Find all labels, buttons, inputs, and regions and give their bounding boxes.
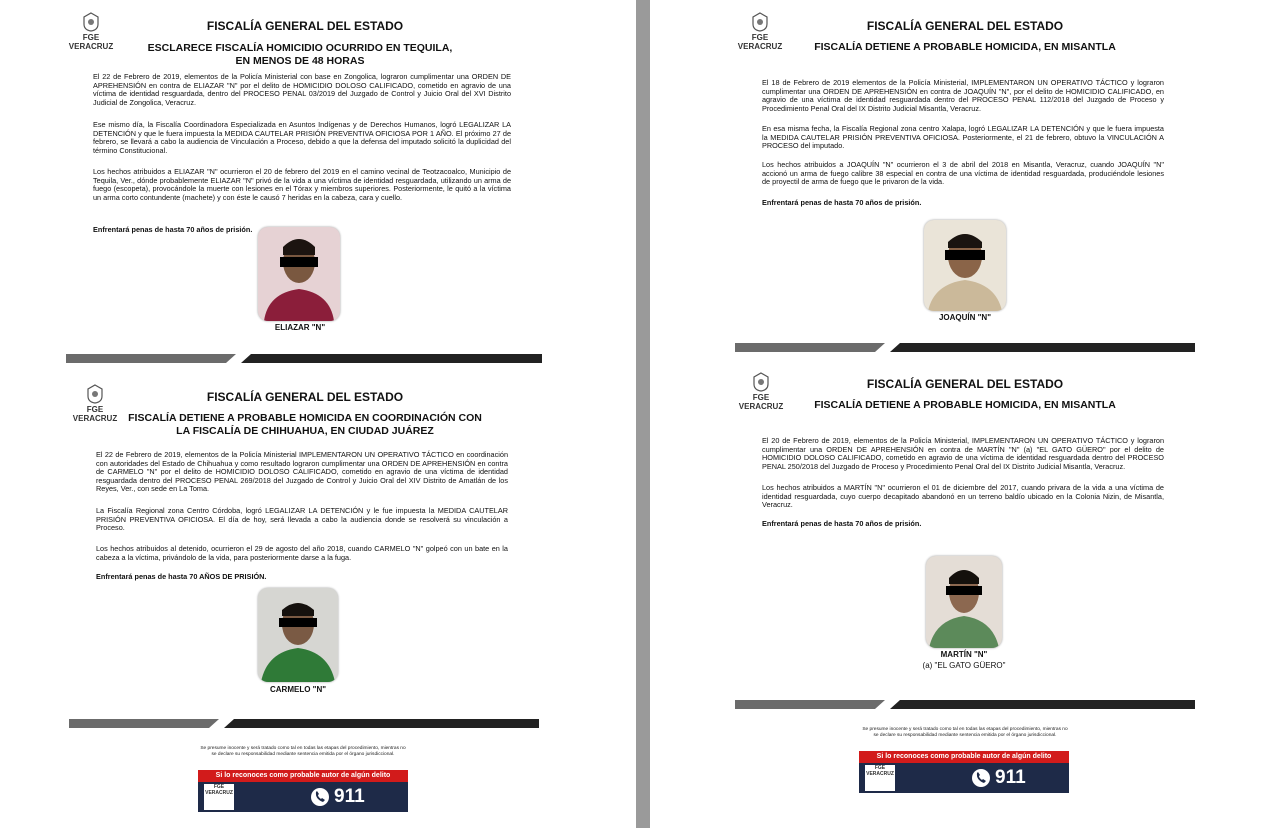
shield-icon [82, 12, 100, 32]
report-banner-text: Si lo reconoces como probable autor de algún delito [198, 770, 408, 782]
suspect-name: JOAQUÍN "N" [938, 313, 992, 322]
paragraph-3: Los hechos atribuidos a JOAQUÍN "N" ocurrieron el 3 de abril del 2018 en Misantla, Veracruz, cuando JOAQUÍN "N" accionó un arma de fuego calibre 38 especial en contra de una víctima de identidad resguardada, produciéndole lesiones de proyectil de arma de fuego que le privaron de la vida. [762, 160, 1164, 187]
paragraph-1: El 18 de Febrero de 2019 elementos de la Policía Ministerial, IMPLEMENTARON UN OPERATIVO TÁCTICO y lograron cumplimentar una ORDEN DE APREHENSIÓN en contra de JOAQUÍN "N", por el delito de HOMICIDIO CALIFICADO, en agravio de una víctima de identidad resguardada dentro del PROCESO PENAL 112/2018 del Juzgado de Proceso y Procedimiento Penal Oral del IX Distrito Judicial Misantla, Veracruz. [762, 78, 1164, 113]
paragraph-1: El 22 de Febrero de 2019, elementos de la Policía Ministerial con base en Zongolica, lograron cumplimentar una ORDEN DE APREHENSIÓN en contra de ELIAZAR "N" por el delito de HOMICIDIO DOLOSO CALIFICADO, cometido en agravio de una víctima de identidad resguardada, dentro del PROCESO PENAL 03/2019 del Juzgado de Control y Juicio Oral del XVI Distrito Judicial de Zongolica, Veracruz. [93, 72, 511, 107]
person-icon [924, 220, 1006, 311]
suspect-photo [926, 556, 1002, 648]
headline-line2: EN MENOS DE 48 HORAS [235, 55, 365, 67]
paragraph-1: El 20 de Febrero de 2019, elementos de la Policía Ministerial, IMPLEMENTARON UN OPERATIVO TÁCTICO y lograron cumplimentar una ORDEN DE APREHENSIÓN en contra de MARTÍN "N" (a) "EL GATO GÜERO" por el delito de HOMICIDIO DOLOSO CALIFICADO, cometido en agravio de una víctima de identidad resguardada dentro del PROCESO PENAL 250/2018 del Juzgado de Proceso y Procedimiento Penal Oral del IX Distrito Judicial Misantla, Veracruz. [762, 436, 1164, 471]
fge-logo: FGE VERACRUZ [204, 784, 234, 810]
headline-line2: LA FISCALÍA DE CHIHUAHUA, EN CIUDAD JUÁREZ [176, 425, 434, 437]
suspect-alias: (a) "EL GATO GÜERO" [922, 661, 1006, 670]
person-icon [258, 227, 340, 321]
org-title: FISCALÍA GENERAL DEL ESTADO [866, 377, 1064, 391]
presumption-disclaimer: Se presume inocente y será tratado como tal en todas las etapas del procedimiento, mientras no se declare su responsabilidad mediante sentencia emitida por el órgano jurisdiccional. [862, 727, 1068, 738]
org-title: FISCALÍA GENERAL DEL ESTADO [866, 19, 1064, 33]
suspect-name: ELIAZAR "N" [274, 323, 326, 332]
paragraph-3: Los hechos atribuidos a ELIAZAR "N" ocurrieron el 20 de febrero del 2019 en el camino vecinal de Teotzacoalco, Municipio de Tequila, Ver., dónde probablemente ELIAZAR "N" privó de la vida a una víctima de identidad resguardada, utilizando un arma de fuego (escopeta), provocándole la muerte con lesiones en el Tórax y miembros superiores. Posteriormente, le quitó a la víctima un arma corto contundente (machete) y con éste le causó 7 heridas en la cabeza, cara y cuello. [93, 167, 511, 202]
person-icon [926, 556, 1002, 648]
shield-icon [752, 372, 770, 392]
suspect-photo [258, 227, 340, 321]
fge-logo: FGE VERACRUZ [865, 765, 895, 791]
shield-icon [751, 12, 769, 32]
phone-icon [971, 768, 991, 788]
penalty-text: Enfrentará penas de hasta 70 AÑOS DE PRISIÓN. [96, 572, 267, 581]
shield-icon [86, 384, 104, 404]
fge-logo: FGE VERACRUZ [738, 372, 784, 411]
headline-line1: FISCALÍA DETIENE A PROBABLE HOMICIDA EN COORDINACIÓN CON [128, 412, 482, 424]
suspect-photo [924, 220, 1006, 311]
section-separator [735, 343, 1195, 352]
headline-line1: FISCALÍA DETIENE A PROBABLE HOMICIDA, EN MISANTLA [814, 399, 1116, 411]
section-separator [66, 354, 542, 363]
report-banner-text: Si lo reconoces como probable autor de algún delito [859, 751, 1069, 763]
phone-icon [310, 787, 330, 807]
report-banner [198, 770, 408, 812]
headline-line1: FISCALÍA DETIENE A PROBABLE HOMICIDA, EN MISANTLA [814, 41, 1116, 53]
headline-line1: ESCLARECE FISCALÍA HOMICIDIO OCURRIDO EN TEQUILA, [147, 42, 453, 54]
section-separator [735, 700, 1195, 709]
penalty-text: Enfrentará penas de hasta 70 años de prisión. [762, 519, 922, 528]
emergency-number: 911 [334, 786, 365, 807]
presumption-disclaimer: Se presume inocente y será tratado como tal en todas las etapas del procedimiento, mientras no se declare su responsabilidad mediante sentencia emitida por el órgano jurisdiccional. [200, 746, 406, 757]
paragraph-2: Los hechos atribuidos a MARTÍN "N" ocurrieron el 01 de diciembre del 2017, cuando privara de la vida a una víctima de identidad resguardada, cuyo cuerpo decapitado abandonó en un terreno baldío ubicado en la Colonia Nizin, de Misantla, Veracruz. [762, 483, 1164, 510]
fge-logo: FGE VERACRUZ [737, 12, 783, 51]
suspect-name: MARTÍN "N" [940, 650, 988, 659]
emergency-number: 911 [995, 767, 1026, 788]
org-title: FISCALÍA GENERAL DEL ESTADO [206, 19, 404, 33]
paragraph-1: El 22 de Febrero de 2019, elementos de la Policía Ministerial IMPLEMENTARON UN OPERATIVO TÁCTICO en coordinación con autoridades del Estado de Chihuahua y como resultado lograron cumplimentar una ORDEN DE APREHENSIÓN en contra de CARMELO "N" por el delito de HOMICIDIO DOLOSO CALIFICADO, cometido en agravio de una víctima de identidad resguardada dentro del PROCESO PENAL 269/2018 del Juzgado de Control y Juicio Oral del XIV Distrito de Amatlán de los Reyes, Ver., con sede en La Toma. [96, 450, 508, 494]
paragraph-2: En esa misma fecha, la Fiscalía Regional zona centro Xalapa, logró LEGALIZAR LA DETENCIÓN y que le fuera impuesta la MEDIDA CAUTELAR PRISIÓN PREVENTIVA OFICIOSA. Posteriormente, el 21 de febrero, obtuvo la VINCULACIÓN A PROCESO del imputado. [762, 124, 1164, 151]
page-divider [636, 0, 650, 828]
person-icon [258, 588, 338, 682]
suspect-photo [258, 588, 338, 682]
penalty-text: Enfrentará penas de hasta 70 años de prisión. [93, 225, 253, 234]
fge-logo: FGE VERACRUZ [72, 384, 118, 423]
fge-logo: FGE VERACRUZ [68, 12, 114, 51]
org-title: FISCALÍA GENERAL DEL ESTADO [206, 390, 404, 404]
paragraph-3: Los hechos atribuidos al detenido, ocurrieron el 29 de agosto del año 2018, cuando CARMELO "N" golpeó con un bate en la cabeza a la víctima, privándolo de la vida, para posteriormente darse a la fuga. [96, 544, 508, 562]
suspect-name: CARMELO "N" [269, 685, 327, 694]
paragraph-2: La Fiscalía Regional zona Centro Córdoba, logró LEGALIZAR LA DETENCIÓN y le fue impuesta la MEDIDA CAUTELAR PRISIÓN PREVENTIVA OFICIOSA. El día de hoy, será llevada a cabo la audiencia donde se resolverá su vinculación a Proceso. [96, 506, 508, 533]
penalty-text: Enfrentará penas de hasta 70 años de prisión. [762, 198, 922, 207]
section-separator [69, 719, 539, 728]
report-banner [859, 751, 1069, 793]
paragraph-2: Ese mismo día, la Fiscalía Coordinadora Especializada en Asuntos Indígenas y de Derechos Humanos, logró LEGALIZAR LA DETENCIÓN y que le fuera impuesta la MEDIDA CAUTELAR PRISIÓN PREVENTIVA OFICIOSA POR 1 AÑO. El próximo 27 de febrero, se llevará a cabo la audiencia de Vinculación a Proceso, debido a que la defensa del imputado solicitó la duplicidad del término Constitucional. [93, 120, 511, 155]
